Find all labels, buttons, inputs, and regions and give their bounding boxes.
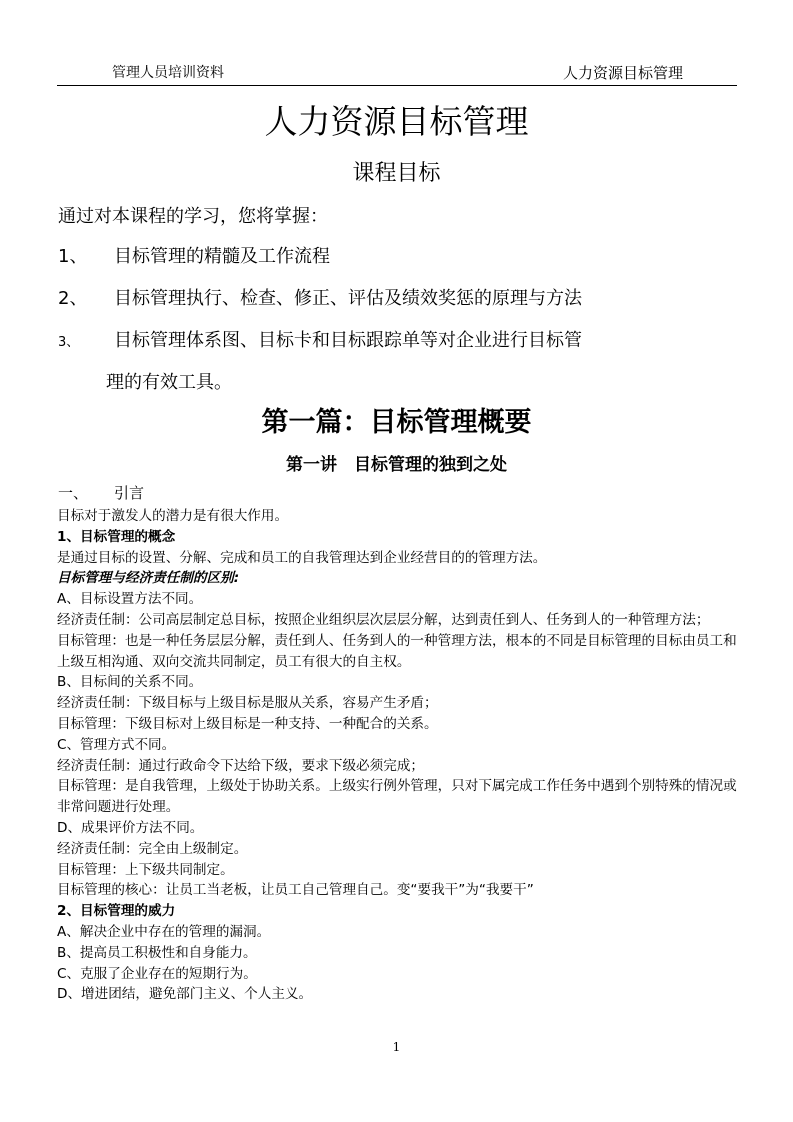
body-line: D、成果评价方法不同。 bbox=[57, 819, 204, 836]
body-line: A、解决企业中存在的管理的漏洞。 bbox=[57, 923, 271, 940]
goal-text: 目标管理的精髓及工作流程 bbox=[114, 246, 330, 267]
body-line: C、管理方式不同。 bbox=[57, 736, 176, 753]
section-heading bbox=[58, 482, 144, 503]
body-line: C、克服了企业存在的短期行为。 bbox=[57, 965, 257, 982]
body-line: 经济责任制：下级目标与上级目标是服从关系，容易产生矛盾； bbox=[57, 695, 438, 712]
lecture-title: 第一讲 目标管理的独到之处 bbox=[286, 455, 507, 475]
goal-number: 2、 bbox=[58, 288, 88, 309]
body-line: B、目标间的关系不同。 bbox=[57, 674, 203, 691]
intro-text: 通过对本课程的学习，您将掌握： bbox=[58, 206, 328, 227]
subheading: 2、目标管理的威力 bbox=[57, 903, 176, 920]
goal-number: 1、 bbox=[58, 246, 88, 267]
body-line: 目标管理：下级目标对上级目标是一种支持、一种配合的关系。 bbox=[57, 715, 438, 732]
course-objectives-heading: 课程目标 bbox=[352, 161, 441, 186]
body-line: A、目标设置方法不同。 bbox=[57, 591, 203, 608]
goal-item-3-continuation: 理的有效工具。 bbox=[106, 372, 232, 393]
body-line: 目标管理：是自我管理，上级处于协助关系。上级实行例外管理，只对下属完成工作任务中遇到个别特殊的情况或非常问题进行处理。 bbox=[57, 778, 737, 816]
section-title: 引言 bbox=[114, 484, 145, 502]
section-number: 一、 bbox=[58, 484, 89, 502]
body-line: 目标对于激发人的潜力是有很大作用。 bbox=[57, 508, 289, 524]
body-line: 经济责任制：完全由上级制定。 bbox=[57, 840, 248, 857]
header-rule bbox=[57, 85, 737, 86]
subheading: 1、目标管理的概念 bbox=[57, 528, 176, 545]
running-header-left: 管理人员培训资料 bbox=[112, 65, 224, 81]
goal-text: 目标管理体系图、目标卡和目标跟踪单等对企业进行目标管 bbox=[114, 330, 582, 351]
body-line: 目标管理：上下级共同制定。 bbox=[57, 861, 234, 878]
body-line: 经济责任制：公司高层制定总目标，按照企业组织层次层层分解，达到责任到人、任务到人的一种管理方法； bbox=[57, 611, 710, 628]
body-line: 目标管理：也是一种任务层层分解，责任到人、任务到人的一种管理方法，根本的不同是目标管理的目标由员工和上级互相沟通、双向交流共同制定，员工有很大的自主权。 bbox=[57, 632, 737, 670]
body-line: B、提高员工积极性和自身能力。 bbox=[57, 944, 257, 961]
subheading-italic: 目标管理与经济责任制的区别: bbox=[57, 570, 240, 587]
running-header-right: 人力资源目标管理 bbox=[562, 64, 683, 82]
part-title: 第一篇：目标管理概要 bbox=[261, 407, 532, 438]
goal-number: 3、 bbox=[58, 335, 80, 350]
page-number: 1 bbox=[392, 1040, 401, 1054]
body-line: 目标管理的核心：让员工当老板，让员工自己管理自己。变“要我干”为“我要干” bbox=[57, 882, 534, 899]
body-line: 是通过目标的设置、分解、完成和员工的自我管理达到企业经营目的的管理方法。 bbox=[57, 549, 547, 566]
document-title: 人力资源目标管理 bbox=[264, 102, 529, 141]
body-line: 经济责任制：通过行政命令下达给下级，要求下级必须完成； bbox=[57, 757, 425, 774]
goal-item-2 bbox=[58, 284, 582, 310]
body-line: D、增进团结，避免部门主义、个人主义。 bbox=[57, 986, 313, 1003]
goal-item-1 bbox=[58, 242, 330, 268]
body-text bbox=[57, 506, 739, 1005]
goal-item-3 bbox=[58, 326, 582, 352]
goal-text: 目标管理执行、检查、修正、评估及绩效奖惩的原理与方法 bbox=[114, 288, 582, 309]
